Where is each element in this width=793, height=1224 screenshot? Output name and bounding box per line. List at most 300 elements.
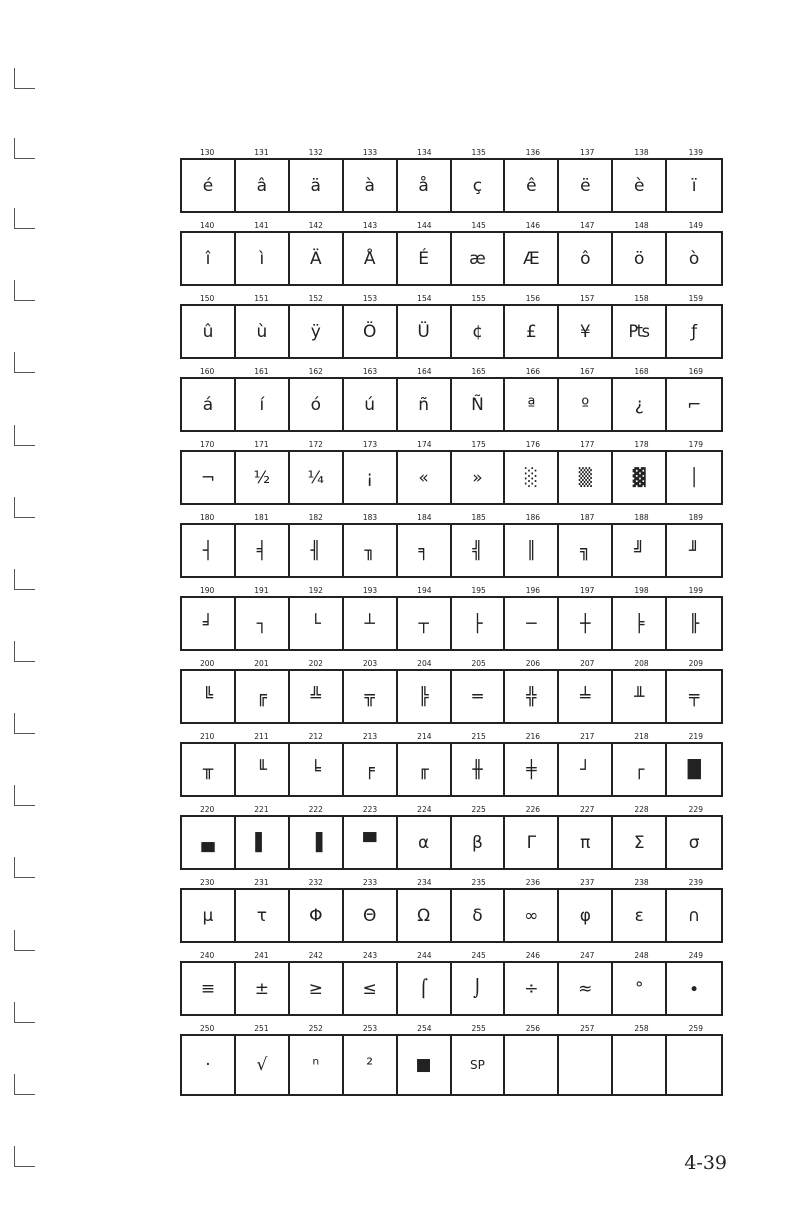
glyph-cell: ┤ [182, 525, 236, 576]
char-code: 168 [634, 367, 649, 376]
char-code: 237 [580, 878, 595, 887]
char-code: 138 [634, 148, 649, 157]
char-code: 175 [471, 440, 486, 449]
char-code: 147 [580, 221, 595, 230]
char-code: 221 [254, 805, 269, 814]
char-code: 239 [688, 878, 703, 887]
glyph-cell: ╓ [398, 744, 452, 795]
glyph-cell [505, 1036, 559, 1094]
char-code: 144 [417, 221, 432, 230]
char-code: 225 [471, 805, 486, 814]
glyph-cell: │ [688, 467, 700, 488]
glyph-cells [180, 231, 723, 286]
code-labels [180, 439, 723, 450]
glyph-cell: ╕ [398, 525, 452, 576]
glyph-cell: ─ [505, 598, 559, 649]
character-code-table [180, 147, 723, 1103]
char-code: 153 [362, 294, 378, 303]
glyph-cell: ▒ [559, 452, 613, 503]
char-code: 196 [525, 586, 541, 595]
glyph-cell: ¿ [613, 379, 667, 430]
glyph-cell: µ [182, 890, 236, 941]
glyph-cell: ╔ [236, 671, 290, 722]
char-code: 154 [417, 294, 432, 303]
char-code: 220 [199, 805, 215, 814]
char-code: 212 [308, 732, 323, 741]
glyph-cell: ç [452, 160, 506, 211]
char-code: 238 [634, 878, 649, 887]
glyph-cell: » [452, 452, 506, 503]
char-code: 236 [525, 878, 541, 887]
table-row [180, 950, 723, 1023]
glyph-cell: ╫ [452, 744, 506, 795]
glyph-cell: ═ [452, 671, 506, 722]
char-code: 177 [580, 440, 595, 449]
char-code: 156 [525, 294, 541, 303]
char-code: 166 [525, 367, 541, 376]
table-row [180, 804, 723, 877]
glyph-cell: â [236, 160, 290, 211]
char-code: 223 [362, 805, 378, 814]
glyph-cell: δ [452, 890, 506, 941]
glyph-cells [180, 523, 723, 578]
glyph-cell: ì [236, 233, 290, 284]
char-code: 208 [634, 659, 649, 668]
char-code: 179 [688, 440, 703, 449]
char-code: 136 [525, 148, 541, 157]
glyph-cell: ε [613, 890, 667, 941]
char-code: 165 [471, 367, 486, 376]
glyph-cell: Ä [290, 233, 344, 284]
table-row [180, 585, 723, 658]
glyph-cell: ¡ [344, 452, 398, 503]
glyph-cell: √ [236, 1036, 290, 1094]
char-code: 251 [254, 1024, 269, 1033]
glyph-cell: ª [505, 379, 559, 430]
binder-mark [14, 280, 35, 301]
char-code: 181 [254, 513, 269, 522]
char-code: 252 [308, 1024, 323, 1033]
glyph-cell: ¥ [559, 306, 613, 357]
glyph-cell: █ [687, 759, 701, 780]
char-code: 216 [525, 732, 541, 741]
glyph-cell: æ [452, 233, 506, 284]
glyph-cell: Σ [613, 817, 667, 868]
char-code: 191 [254, 586, 269, 595]
glyph-cell: ≥ [290, 963, 344, 1014]
char-code: 217 [580, 732, 595, 741]
glyph-cell: ╦ [344, 671, 398, 722]
glyph-cell: ╥ [182, 744, 236, 795]
table-row [180, 366, 723, 439]
glyph-cell: Ö [344, 306, 398, 357]
glyph-cell: ≡ [182, 963, 236, 1014]
glyph-cell: ╖ [344, 525, 398, 576]
char-code: 183 [362, 513, 378, 522]
glyph-cell: ┬ [398, 598, 452, 649]
char-code: 161 [254, 367, 269, 376]
glyph-cell: Ü [398, 306, 452, 357]
char-code: 244 [417, 951, 432, 960]
glyph-cell: ê [505, 160, 559, 211]
glyph-cell: ▀ [344, 817, 398, 868]
glyph-cell: ░ [505, 452, 559, 503]
char-code: 240 [199, 951, 215, 960]
char-code: 187 [580, 513, 595, 522]
char-code: 230 [199, 878, 215, 887]
code-labels [180, 220, 723, 231]
glyph-cell: └ [290, 598, 344, 649]
char-code: 139 [688, 148, 703, 157]
char-code: 233 [362, 878, 378, 887]
char-code: 163 [362, 367, 378, 376]
char-code: 222 [308, 805, 323, 814]
char-code: 242 [308, 951, 323, 960]
glyph-cells [180, 158, 723, 213]
char-code: 134 [417, 148, 432, 157]
glyph-cell: Φ [290, 890, 344, 941]
glyph-cell: ² [344, 1036, 398, 1094]
glyph-cell: ╞ [613, 598, 667, 649]
glyph-cell: ½ [236, 452, 290, 503]
code-labels [180, 585, 723, 596]
char-code: 137 [580, 148, 595, 157]
char-code: 259 [688, 1024, 703, 1033]
glyph-cell: ╙ [236, 744, 290, 795]
glyph-cell: ⌠ [398, 963, 452, 1014]
glyph-cell [613, 1036, 667, 1094]
glyph-cell: ∩ [687, 905, 701, 926]
char-code: 159 [688, 294, 703, 303]
glyph-cell: · [182, 1036, 236, 1094]
char-code: 146 [525, 221, 541, 230]
glyph-cell: ╠ [398, 671, 452, 722]
glyph-cell [559, 1036, 613, 1094]
char-code: 198 [634, 586, 649, 595]
table-row [180, 512, 723, 585]
code-labels [180, 877, 723, 888]
char-code: 176 [525, 440, 541, 449]
glyph-cell: ╣ [452, 525, 506, 576]
char-code: 245 [471, 951, 486, 960]
glyph-cell: ┌ [613, 744, 667, 795]
char-code: 194 [417, 586, 432, 595]
glyph-cells [180, 450, 723, 505]
char-code: 215 [471, 732, 486, 741]
glyph-cells [180, 596, 723, 651]
glyph-cell: β [452, 817, 506, 868]
glyph-cells [180, 961, 723, 1016]
glyph-cell: ö [613, 233, 667, 284]
char-code: 171 [254, 440, 269, 449]
char-code: 145 [471, 221, 486, 230]
page-number: 4-39 [684, 1152, 727, 1174]
char-code: 205 [471, 659, 486, 668]
char-code: 207 [580, 659, 595, 668]
char-code: 235 [471, 878, 486, 887]
glyph-cell: ║ [505, 525, 559, 576]
glyph-cell: ■ [398, 1036, 452, 1094]
char-code: 162 [308, 367, 323, 376]
glyph-cell: ∞ [505, 890, 559, 941]
char-code: 200 [199, 659, 215, 668]
char-code: 219 [688, 732, 703, 741]
code-labels [180, 512, 723, 523]
glyph-cell: í [236, 379, 290, 430]
char-code: 197 [580, 586, 595, 595]
char-code: 258 [634, 1024, 649, 1033]
char-code: 132 [308, 148, 323, 157]
char-code: 224 [417, 805, 432, 814]
table-row [180, 220, 723, 293]
char-code: 142 [308, 221, 323, 230]
char-code: 135 [471, 148, 486, 157]
glyph-cell: ä [290, 160, 344, 211]
char-code: 211 [254, 732, 269, 741]
char-code: 202 [308, 659, 323, 668]
char-code: 247 [580, 951, 595, 960]
glyph-cell: ¢ [452, 306, 506, 357]
glyph-cell: ¬ [182, 452, 236, 503]
glyph-cell: ë [559, 160, 613, 211]
glyph-cells [180, 377, 723, 432]
char-code: 151 [254, 294, 269, 303]
binder-mark [14, 641, 35, 662]
code-labels [180, 1023, 723, 1034]
glyph-cell: SP [452, 1036, 506, 1094]
glyph-cells [180, 304, 723, 359]
char-code: 206 [525, 659, 541, 668]
char-code: 210 [199, 732, 215, 741]
binder-mark [14, 497, 35, 518]
code-labels [180, 366, 723, 377]
glyph-cell: ╒ [344, 744, 398, 795]
char-code: 157 [580, 294, 595, 303]
glyph-cell: Å [344, 233, 398, 284]
code-labels [180, 658, 723, 669]
char-code: 218 [634, 732, 649, 741]
glyph-cell: ∙ [688, 978, 700, 999]
binder-mark [14, 352, 35, 373]
glyph-cell: ╧ [559, 671, 613, 722]
glyph-cell: ƒ [691, 321, 698, 342]
glyph-cell: π [559, 817, 613, 868]
binder-mark [14, 930, 35, 951]
glyph-cell: É [398, 233, 452, 284]
char-code: 148 [634, 221, 649, 230]
char-code: 256 [525, 1024, 541, 1033]
table-row [180, 293, 723, 366]
code-labels [180, 147, 723, 158]
char-code: 170 [199, 440, 215, 449]
glyph-cell: ï [691, 175, 697, 196]
glyph-cell: £ [505, 306, 559, 357]
char-code: 185 [471, 513, 486, 522]
char-code: 188 [634, 513, 649, 522]
char-code: 214 [417, 732, 432, 741]
glyph-cells [180, 1034, 723, 1096]
char-code: 253 [362, 1024, 378, 1033]
glyph-cell: ú [344, 379, 398, 430]
glyph-cell: ñ [398, 379, 452, 430]
char-code: 199 [688, 586, 703, 595]
glyph-cell: ù [236, 306, 290, 357]
binder-mark [14, 713, 35, 734]
glyph-cell: ó [290, 379, 344, 430]
binder-mark [14, 569, 35, 590]
char-code: 213 [362, 732, 378, 741]
glyph-cell: ┘ [559, 744, 613, 795]
char-code: 193 [362, 586, 378, 595]
glyph-cells [180, 888, 723, 943]
code-labels [180, 950, 723, 961]
char-code: 234 [417, 878, 432, 887]
char-code: 195 [471, 586, 486, 595]
binder-mark [14, 1074, 35, 1095]
glyph-cell: ≤ [344, 963, 398, 1014]
glyph-cell: º [559, 379, 613, 430]
glyph-cell: î [182, 233, 236, 284]
char-code: 158 [634, 294, 649, 303]
char-code: 141 [254, 221, 269, 230]
glyph-cells [180, 669, 723, 724]
binder-mark [14, 68, 35, 89]
glyph-cell: é [182, 160, 236, 211]
glyph-cell: ° [613, 963, 667, 1014]
char-code: 164 [417, 367, 432, 376]
code-labels [180, 804, 723, 815]
glyph-cell: ⌐ [686, 394, 702, 415]
glyph-cell: ╝ [613, 525, 667, 576]
char-code: 155 [471, 294, 486, 303]
glyph-cell: Æ [505, 233, 559, 284]
binder-mark [14, 857, 35, 878]
char-code: 257 [580, 1024, 595, 1033]
char-code: 201 [254, 659, 269, 668]
glyph-cell: à [344, 160, 398, 211]
char-code: 255 [471, 1024, 486, 1033]
char-code: 186 [525, 513, 541, 522]
table-row [180, 147, 723, 220]
char-code: 143 [362, 221, 378, 230]
glyph-cell: Θ [344, 890, 398, 941]
char-code: 173 [362, 440, 378, 449]
char-code: 149 [688, 221, 703, 230]
char-code: 140 [199, 221, 215, 230]
glyph-cell: ╗ [559, 525, 613, 576]
char-code: 169 [688, 367, 703, 376]
glyph-cell: ▓ [613, 452, 667, 503]
char-code: 182 [308, 513, 323, 522]
char-code: 226 [525, 805, 541, 814]
glyph-cell: ╢ [290, 525, 344, 576]
char-code: 241 [254, 951, 269, 960]
glyph-cell: ┐ [236, 598, 290, 649]
binder-mark [14, 785, 35, 806]
char-code: 254 [417, 1024, 432, 1033]
char-code: 160 [199, 367, 215, 376]
glyph-cell: ╚ [182, 671, 236, 722]
glyph-cell: ┴ [344, 598, 398, 649]
glyph-cell: ÷ [505, 963, 559, 1014]
char-code: 130 [199, 148, 215, 157]
char-code: 189 [688, 513, 703, 522]
code-labels [180, 293, 723, 304]
char-code: 172 [308, 440, 323, 449]
char-code: 246 [525, 951, 541, 960]
char-code: 204 [417, 659, 432, 668]
glyph-cell: « [398, 452, 452, 503]
glyph-cell: φ [559, 890, 613, 941]
glyph-cell: σ [688, 832, 700, 853]
binder-mark [14, 208, 35, 229]
glyph-cell: è [613, 160, 667, 211]
glyph-cell: ┼ [559, 598, 613, 649]
char-code: 243 [362, 951, 378, 960]
binder-mark [14, 138, 35, 159]
glyph-cell: ≈ [559, 963, 613, 1014]
char-code: 131 [254, 148, 269, 157]
binder-mark [14, 425, 35, 446]
char-code: 133 [362, 148, 378, 157]
glyph-cell: ╬ [505, 671, 559, 722]
table-row [180, 658, 723, 731]
glyph-cell: ± [236, 963, 290, 1014]
glyph-cell: ⁿ [290, 1036, 344, 1094]
char-code: 174 [417, 440, 432, 449]
glyph-cell: ▐ [290, 817, 344, 868]
glyph-cell: á [182, 379, 236, 430]
char-code: 231 [254, 878, 269, 887]
glyph-cell: ╛ [182, 598, 236, 649]
glyph-cell: ò [688, 248, 700, 269]
char-code: 249 [688, 951, 703, 960]
glyph-cell: ⌡ [452, 963, 506, 1014]
glyph-cell: ÿ [290, 306, 344, 357]
glyph-cell: ╩ [290, 671, 344, 722]
glyph-cell: α [398, 817, 452, 868]
char-code: 250 [199, 1024, 215, 1033]
char-code: 167 [580, 367, 595, 376]
char-code: 232 [308, 878, 323, 887]
binder-mark [14, 1002, 35, 1023]
binder-mark [14, 1146, 35, 1167]
glyph-cell: τ [236, 890, 290, 941]
glyph-cell: ╜ [688, 540, 700, 561]
glyph-cell: Ñ [452, 379, 506, 430]
glyph-cells [180, 815, 723, 870]
char-code: 209 [688, 659, 703, 668]
glyph-cell: ▄ [182, 817, 236, 868]
glyph-cell: ▌ [236, 817, 290, 868]
glyph-cell: ╤ [688, 686, 700, 707]
glyph-cell: ₧ [613, 306, 667, 357]
glyph-cell: ╡ [236, 525, 290, 576]
glyph-cell: ├ [452, 598, 506, 649]
char-code: 152 [308, 294, 323, 303]
glyph-cell: ╟ [688, 613, 700, 634]
char-code: 248 [634, 951, 649, 960]
glyph-cell: û [182, 306, 236, 357]
table-row [180, 1023, 723, 1103]
glyph-cells [180, 742, 723, 797]
char-code: 228 [634, 805, 649, 814]
code-labels [180, 731, 723, 742]
glyph-cell: ╘ [290, 744, 344, 795]
table-row [180, 877, 723, 950]
glyph-cell: ¼ [290, 452, 344, 503]
char-code: 184 [417, 513, 432, 522]
